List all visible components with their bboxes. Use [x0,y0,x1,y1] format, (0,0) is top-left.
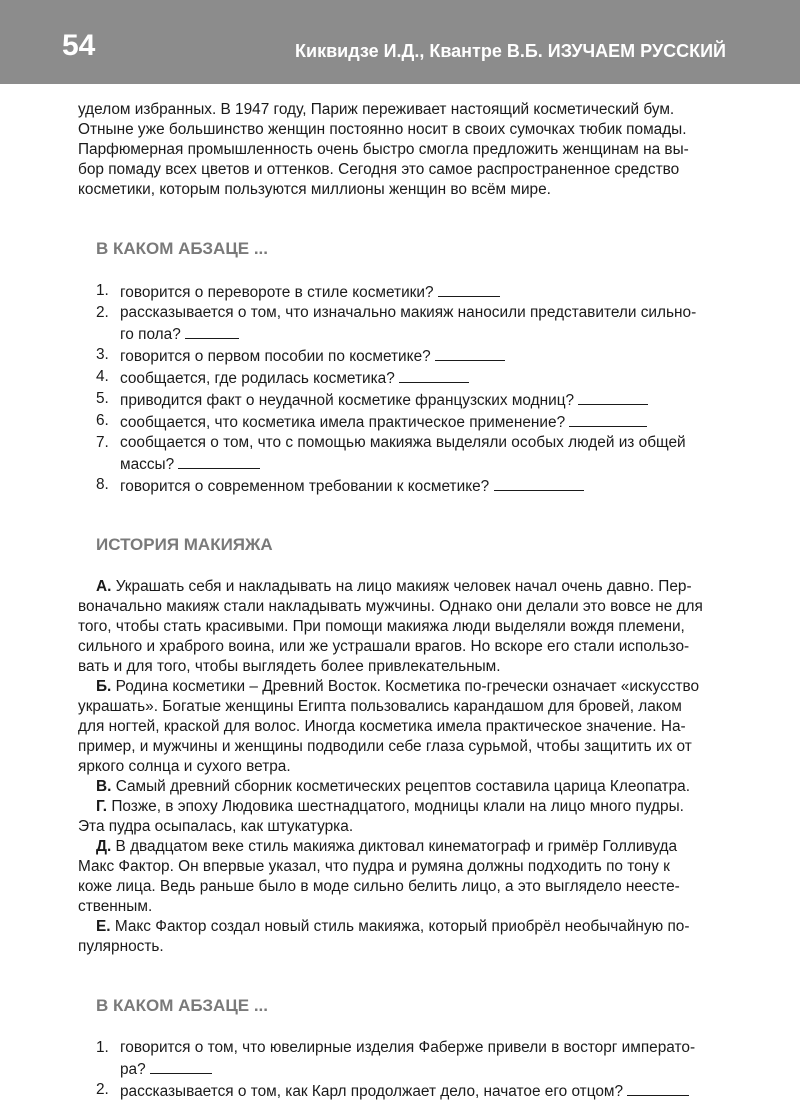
question-number: 5. [96,390,109,407]
paragraph-letter: В. [96,778,112,795]
question-item [78,1080,727,1102]
question-number: 3. [96,346,109,363]
question-list [78,1038,727,1102]
question-number: 7. [96,434,109,451]
question-number: 2. [96,1081,109,1098]
intro-line: косметики, которым пользуются миллионы женщин во всём мире. [78,181,551,198]
story-line: воначально макияж стали накладывать мужчины. Однако они делали это вовсе не для [78,598,703,615]
story-line: В двадцатом веке стиль макияжа диктовал кинематограф и гримёр Голливуда [115,838,678,855]
story-line: Макс Фактор создал новый стиль макияжа, который приобрёл необычайную по- [114,918,690,935]
story-line: для ногтей, краской для волос. Иногда косметика имела практическое значение. На- [78,718,686,735]
question-text: рассказывается о том, что изначально макияж наносили представители сильно- [120,304,697,321]
answer-blank[interactable] [578,389,648,405]
answer-blank[interactable] [185,323,239,339]
page-content [78,100,727,1102]
question-text: говорится о перевороте в стиле косметики? [120,284,434,301]
intro-line: уделом избранных. В 1947 году, Париж переживает настоящий косметический бум. [78,101,675,118]
story-paragraph-v [78,777,727,797]
answer-blank[interactable] [494,475,584,491]
question-text: сообщается о том, что с помощью макияжа выделяли особых людей из общей [120,434,686,451]
answer-blank[interactable] [627,1080,689,1096]
page-header [0,0,800,84]
story-line: яркого солнца и сухого ветра. [78,758,291,775]
question-text: го пола? [120,326,181,343]
story-line: пример, и мужчины и женщины подводили себе глаза сурьмой, чтобы защитить их от [78,738,692,755]
paragraph-letter: Г. [96,798,108,815]
question-number: 1. [96,282,109,299]
answer-blank[interactable] [569,411,647,427]
question-number: 1. [96,1039,109,1056]
question-number: 4. [96,368,109,385]
question-text: говорится о первом пособии по косметике? [120,348,431,365]
story-line: Эта пудра осыпалась, как штукатурка. [78,818,354,835]
story-line: того, чтобы стать красивыми. При помощи макияжа люди выделяли вождя племени, [78,618,685,635]
question-item [78,367,727,389]
story-line: Самый древний сборник косметических рецептов составила царица Клеопатра. [115,778,690,795]
question-item [78,389,727,411]
question-item [78,433,727,475]
question-text: ра? [120,1061,146,1078]
story-line: Макс Фактор. Он впервые указал, что пудра и румяна должны подходить по тону к [78,858,670,875]
paragraph-letter: Д. [96,838,112,855]
story-line: пулярность. [78,938,164,955]
section-title: В КАКОМ АБЗАЦЕ ... [96,996,268,1015]
page-number: 54 [62,29,96,62]
story-paragraph-a [78,577,727,677]
story-line: Украшать себя и накладывать на лицо макияж человек начал очень давно. Пер- [115,578,692,595]
section-title: В КАКОМ АБЗАЦЕ ... [96,239,268,258]
story-line: вать и для того, чтобы выглядеть более привлекательным. [78,658,501,675]
paragraph-letter: А. [96,578,112,595]
question-text: рассказывается о том, как Карл продолжает дело, начатое его отцом? [120,1083,624,1100]
story-paragraph-b [78,677,727,777]
answer-blank[interactable] [399,367,469,383]
question-number: 8. [96,476,109,493]
question-text: говорится о том, что ювелирные изделия Фаберже привели в восторг императо- [120,1039,696,1056]
question-item [78,303,727,345]
question-text: массы? [120,456,175,473]
question-item [78,411,727,433]
paragraph-letter: Б. [96,678,112,695]
story-paragraph-d [78,837,727,917]
question-list [78,281,727,497]
story-line: Родина косметики – Древний Восток. Косметика по-гречески означает «искусство [115,678,700,695]
intro-line: Отныне уже большинство женщин постоянно носит в своих сумочках тюбик помады. [78,121,687,138]
question-text: сообщается, где родилась косметика? [120,370,395,387]
question-item [78,1038,727,1080]
question-number: 2. [96,304,109,321]
answer-blank[interactable] [438,281,500,297]
question-text: сообщается, что косметика имела практическое применение? [120,414,566,431]
answer-blank[interactable] [178,453,260,469]
running-head: Киквидзе И.Д., Квантре В.Б. ИЗУЧАЕМ РУССКИЙ [295,41,726,61]
story-paragraph-g [78,797,727,837]
question-item [78,281,727,303]
story-line: ственным. [78,898,153,915]
question-item [78,345,727,367]
answer-blank[interactable] [435,345,505,361]
question-number: 6. [96,412,109,429]
paragraph-letter: Е. [96,918,111,935]
story-paragraph-e [78,917,727,957]
question-item [78,475,727,497]
story-line: коже лица. Ведь раньше было в моде сильно белить лицо, а это выглядело неесте- [78,878,680,895]
answer-blank[interactable] [150,1058,212,1074]
intro-paragraph [78,100,727,200]
story-line: Позже, в эпоху Людовика шестнадцатого, модницы клали на лицо много пудры. [111,798,684,815]
story-line: украшать». Богатые женщины Египта пользовались карандашом для бровей, лаком [78,698,682,715]
story-title: ИСТОРИЯ МАКИЯЖА [96,535,273,554]
intro-line: Парфюмерная промышленность очень быстро смогла предложить женщинам на вы- [78,141,689,158]
story-line: сильного и храброго воина, или же устрашали врагов. Но вскоре его стали использо- [78,638,690,655]
question-text: приводится факт о неудачной косметике французских модниц? [120,392,575,409]
intro-line: бор помаду всех цветов и оттенков. Сегодня это самое распространенное средство [78,161,680,178]
question-text: говорится о современном требовании к косметике? [120,478,490,495]
